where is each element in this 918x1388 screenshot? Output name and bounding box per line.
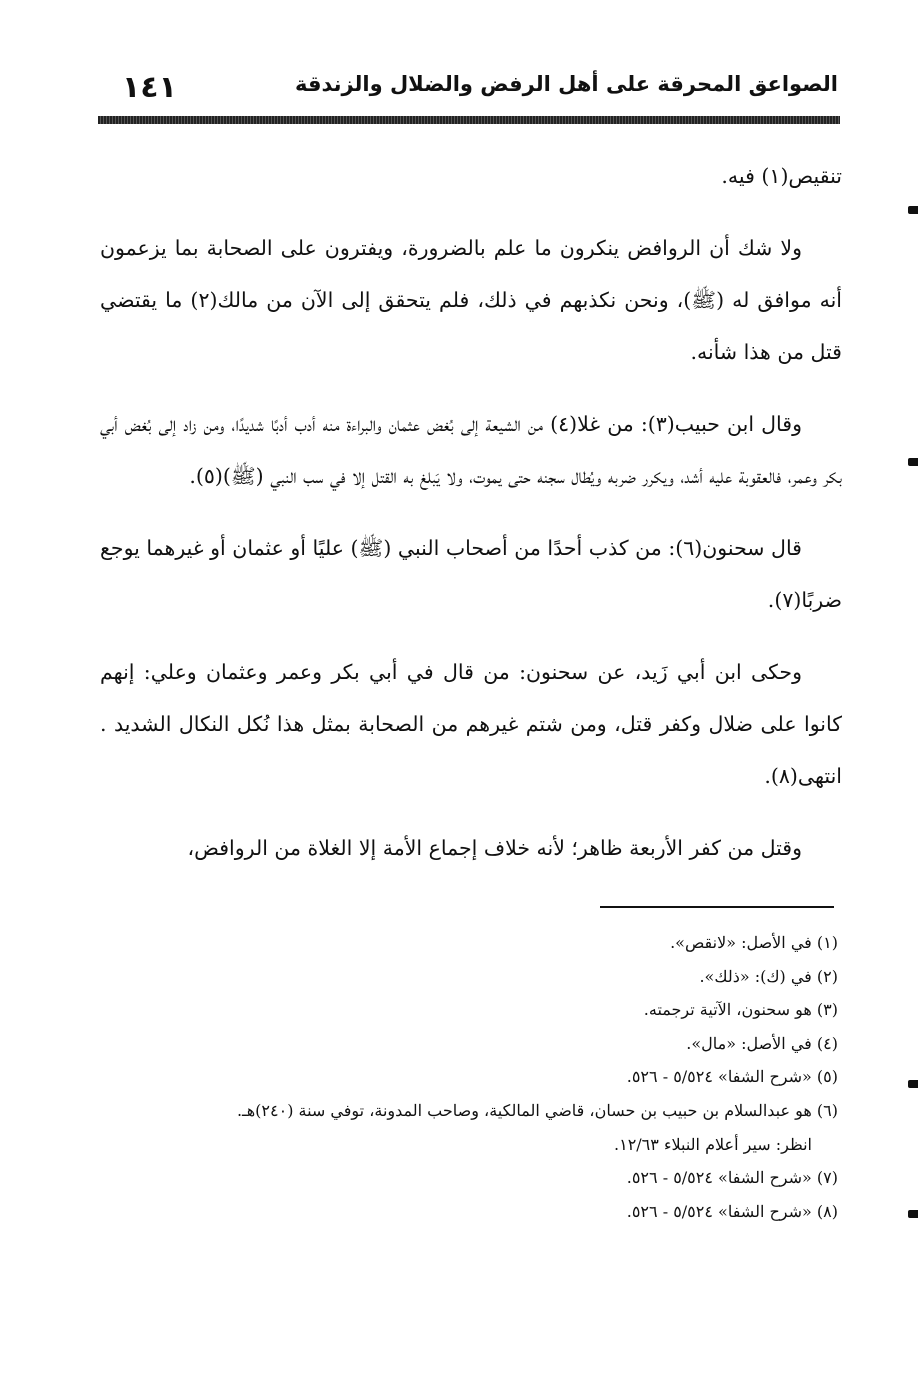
edge-mark (908, 1210, 918, 1218)
footnote: (٢) في (ك): «ذلك». (699, 966, 838, 986)
main-text (100, 150, 842, 894)
footnote: (٤) في الأصل: «مال». (686, 1033, 838, 1053)
footnote-separator (600, 906, 834, 908)
footnote: (١) في الأصل: «لانقص». (670, 933, 838, 952)
header-rule (98, 116, 840, 124)
footnote: (٥) «شرح الشفا» ٥/٥٢٤ - ٥٢٦. (626, 1067, 838, 1087)
paragraph: وقتل من كفر الأربعة ظاهر؛ لأنه خلاف إجماع الأمة إلا الغلاة من الروافض، (187, 836, 802, 860)
paragraph: وقال ابن حبيب(٣): من غلا(٤) من الشيعة إلى بُغض عثمان والبراءة منه أدب أدبًا شديدًا، ومن زاد إلى بُغض أبي بكر وعمر، فالعقوبة عليه أشد، ويكرر ضربه ويُطال سجنه حتى يموت، ولا يَبلغ به القتل إلا في سب النبي (ﷺ)(٥). (100, 412, 842, 488)
page-header (100, 62, 840, 112)
page-number: ١٤١ (122, 70, 177, 105)
edge-mark (908, 1080, 918, 1088)
paragraph: تنقيص(١) فيه. (721, 164, 842, 188)
paragraph: قال سحنون(٦): من كذب أحدًا من أصحاب النبي (ﷺ) عليًا أو عثمان أو غيرهما يوجع ضربًا(٧). (100, 536, 842, 612)
edge-mark (908, 458, 918, 466)
footnote: (٧) «شرح الشفا» ٥/٥٢٤ - ٥٢٦. (626, 1168, 838, 1188)
footnote-continuation: انظر: سير أعلام النبلاء ١٢/٦٣. (614, 1134, 812, 1154)
edge-mark (908, 206, 918, 214)
footnotes (98, 926, 838, 1228)
footnote: (٦) هو عبدالسلام بن حبيب بن حسان، قاضي المالكية، وصاحب المدونة، توفي سنة (٢٤٠)هـ. (236, 1100, 838, 1120)
footnote: (٨) «شرح الشفا» ٥/٥٢٤ - ٥٢٦. (626, 1201, 838, 1221)
footnote: (٣) هو سحنون، الآتية ترجمته. (643, 1000, 838, 1020)
paragraph: وحكى ابن أبي زَيد، عن سحنون: من قال في أبي بكر وعمر وعثمان وعلي: إنهم كانوا على ضلال وكفر قتل، ومن شتم غيرهم من الصحابة بمثل هذا نُكل النكال الشديد . انتهى(٨). (100, 660, 842, 788)
paragraph: ولا شك أن الروافض ينكرون ما علم بالضرورة، ويفترون على الصحابة بما يزعمون أنه موافق له (ﷺ)، ونحن نكذبهم في ذلك، فلم يتحقق إلى الآن من مالك(٢) ما يقتضي قتل من هذا شأنه. (100, 236, 842, 364)
running-title: الصواعق المحرقة على أهل الرفض والضلال والزندقة (294, 72, 838, 96)
